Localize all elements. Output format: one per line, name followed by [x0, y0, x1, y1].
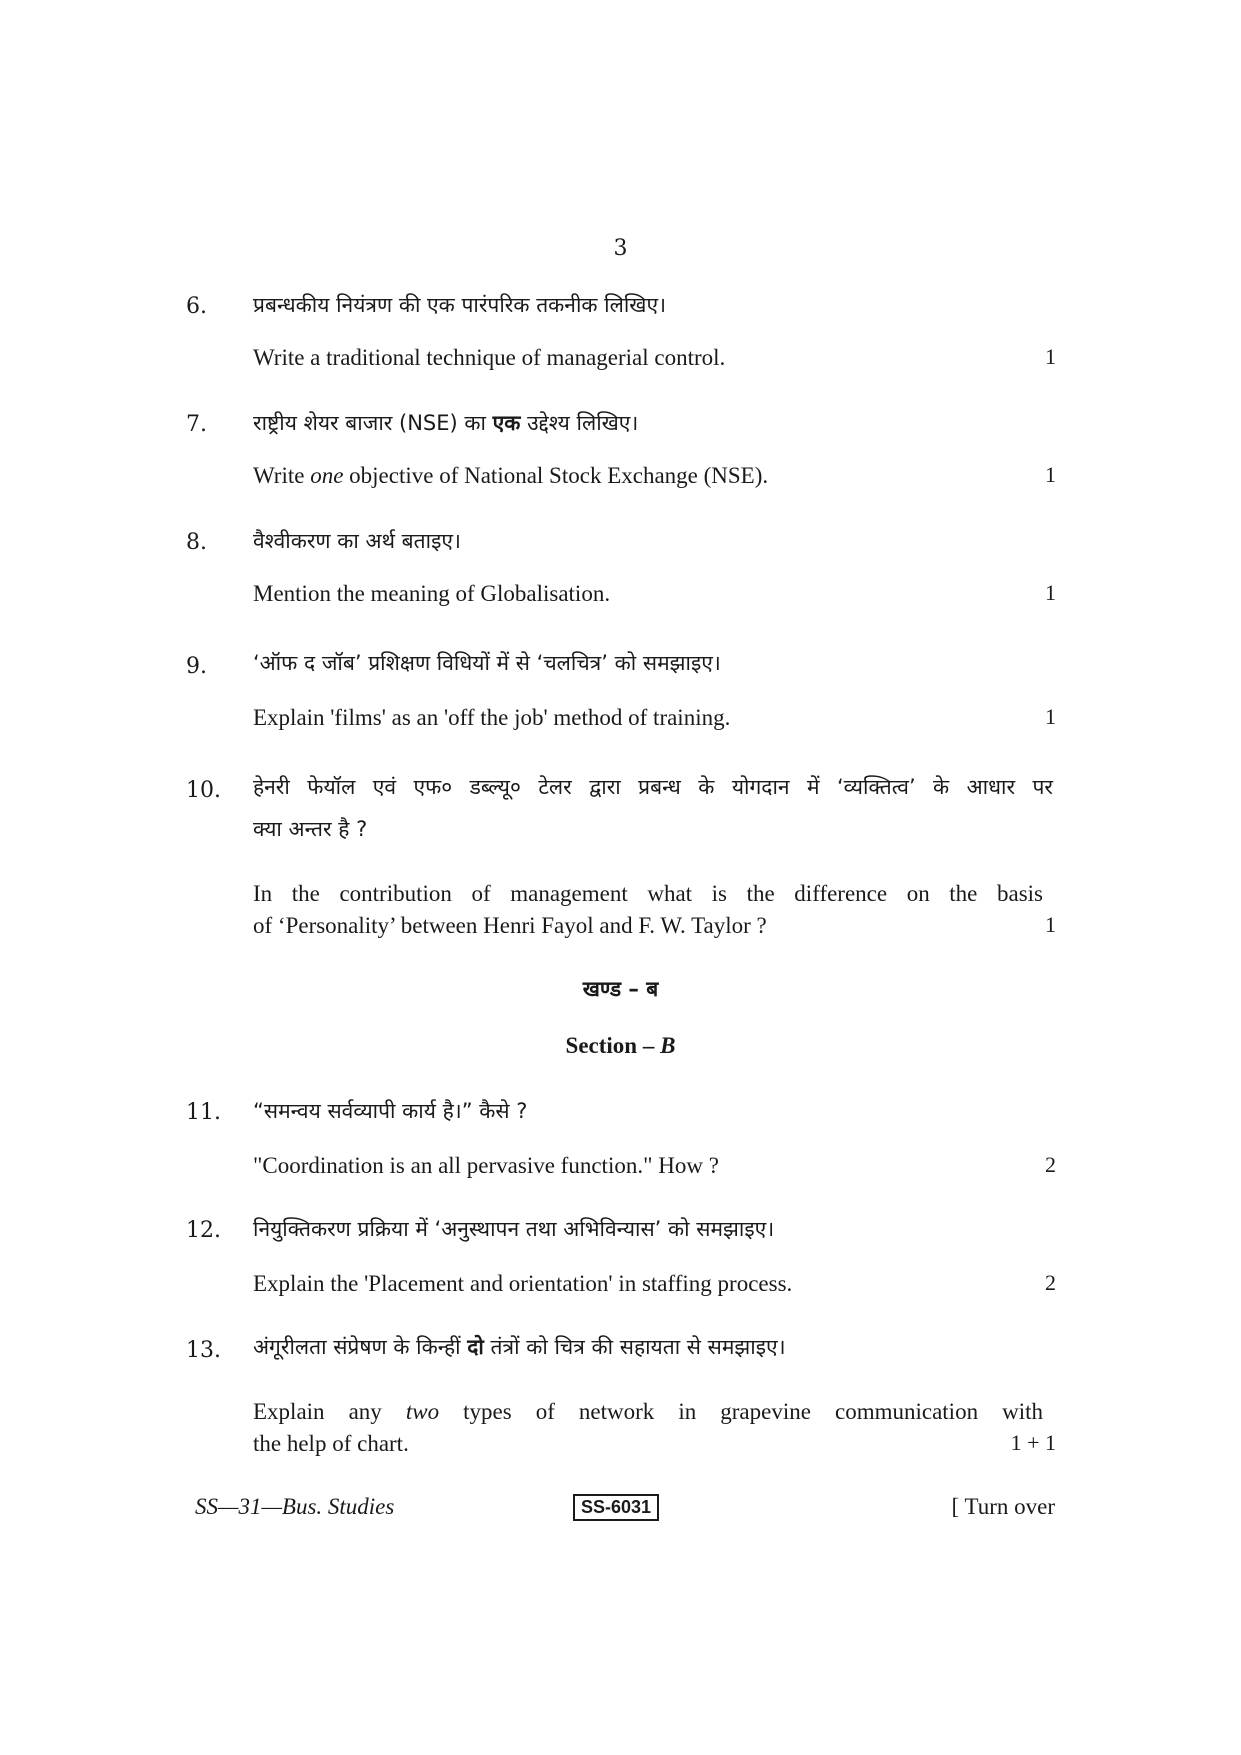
question-english: "Coordination is an all pervasive function." How ? [253, 1153, 719, 1178]
marks: 2 [1045, 1270, 1056, 1295]
marks: 1 + 1 [1010, 1430, 1056, 1455]
question-hindi: नियुक्तिकरण प्रक्रिया में ‘अनुस्थापन तथा अभिविन्यास’ को समझाइए। [253, 1217, 775, 1241]
question-english: In the contribution of management what is the difference on the basis of ‘Personality’ between Henri Fayol and F. W. Taylor ? [253, 881, 1043, 938]
emphasis: two [405, 1399, 440, 1424]
emphasis: दो [467, 1335, 484, 1359]
question-hindi: राष्ट्रीय शेयर बाजार (NSE) का एक उद्देश्य लिखिए। [253, 411, 639, 435]
question-english: Explain any two types of network in grapevine communication with the help of chart. [253, 1399, 1044, 1456]
marks: 1 [1045, 912, 1056, 937]
marks: 1 [1045, 344, 1056, 369]
footer-turn-over: [ Turn over [951, 1494, 1055, 1519]
marks: 2 [1045, 1152, 1056, 1177]
emphasis: one [310, 463, 344, 488]
question-number: 8. [186, 530, 207, 555]
footer-subject-code: SS—31—Bus. Studies [195, 1494, 395, 1519]
question-number: 13. [186, 1338, 221, 1363]
question-number: 6. [186, 294, 207, 319]
question-number: 11. [186, 1100, 221, 1125]
question-english: Explain the 'Placement and orientation' in staffing process. [253, 1271, 793, 1296]
question-english: Write one objective of National Stock Exchange (NSE). [253, 463, 769, 488]
question-hindi: वैश्वीकरण का अर्थ बताइए। [253, 529, 461, 553]
question-english: Mention the meaning of Globalisation. [253, 581, 611, 606]
footer-paper-code: SS-6031 [573, 1494, 659, 1521]
marks: 1 [1045, 462, 1056, 487]
question-number: 7. [186, 412, 207, 437]
marks: 1 [1045, 704, 1056, 729]
section-heading-hindi: खण्ड – ब [582, 977, 659, 1001]
question-hindi: प्रबन्धकीय नियंत्रण की एक पारंपरिक तकनीक लिखिए। [253, 293, 667, 317]
question-hindi: “समन्वय सर्वव्यापी कार्य है।” कैसे ? [253, 1099, 528, 1123]
section-heading-english: Section – B [565, 1033, 676, 1058]
question-hindi: ‘ऑफ द जॉब’ प्रशिक्षण विधियों में से ‘चलचित्र’ को समझाइए। [253, 651, 721, 675]
question-hindi: हेनरी फेयॉल एवं एफ० डब्ल्यू० टेलर द्वारा प्रबन्ध के योगदान में ‘व्यक्तित्व’ के आधार पर क्या अन्तर है ? [253, 775, 1053, 841]
emphasis: एक [492, 411, 521, 435]
question-number: 10. [186, 778, 221, 803]
question-number: 9. [186, 654, 207, 679]
question-english: Explain 'films' as an 'off the job' method of training. [253, 705, 731, 730]
question-english: Write a traditional technique of managerial control. [253, 345, 726, 370]
page-number: 3 [613, 236, 628, 261]
question-number: 12. [186, 1218, 221, 1243]
question-hindi: अंगूरीलता संप्रेषण के किन्हीं दो तंत्रों को चित्र की सहायता से समझाइए। [253, 1335, 786, 1359]
marks: 1 [1045, 580, 1056, 605]
